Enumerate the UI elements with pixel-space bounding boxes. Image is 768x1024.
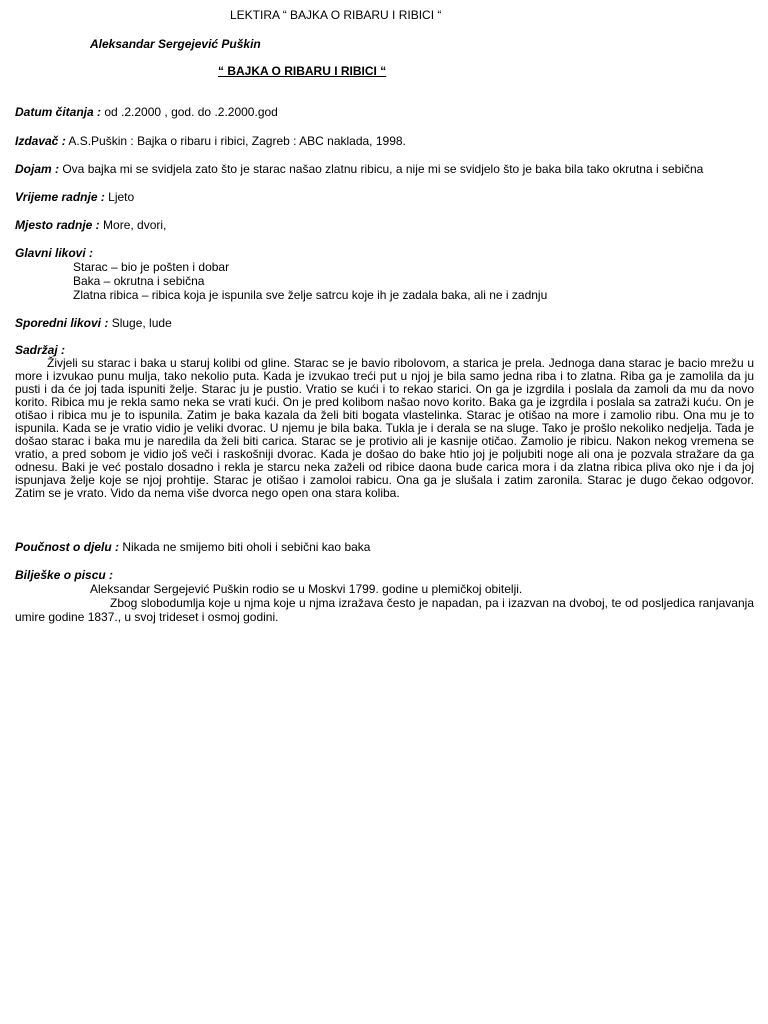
field-vrijeme <box>15 190 134 204</box>
field-sadrzaj <box>15 343 65 357</box>
field-label: Glavni likovi : <box>15 246 94 260</box>
field-label: Dojam : <box>15 162 60 176</box>
work-title: “ BAJKA O RIBARU I RIBICI “ <box>218 64 387 78</box>
field-label: Izdavač : <box>15 134 66 148</box>
field-value: More, dvori, <box>99 218 167 232</box>
field-value: Ljeto <box>104 190 135 204</box>
field-poucnost <box>15 540 370 554</box>
field-value: Nikada ne smijemo biti oholi i sebični kao baka <box>119 540 371 554</box>
document-header: LEKTIRA “ BAJKA O RIBARU I RIBICI “ <box>230 8 442 22</box>
main-characters-list <box>73 260 547 302</box>
list-item: Baka – okrutna i sebična <box>73 274 205 288</box>
field-datum <box>15 105 278 119</box>
summary-paragraph: Živjeli su starac i baka u staruj kolibi od gline. Starac se je bavio ribolovom, a starica je prela. Jednoga dana starac je bacio mrežu u more i izvukao punu mulja, tako nekolio puta. Kada je izvukao treći put u njoj je bila samo jedna riba i to zlatna. Riba ga je zamolila da ju pusti i da će joj tada ispuniti želje. Starac ju je pustio. Vratio se kući i to rekao starici. On ga je izgrdila i poslala da zamoli da mu da novo korito. Ribica mu je rekla samo neka se vrati kući. On je pred kolibom našao novo korito. Baka ga je izgrdila i poslala sa zatraži kuću. On je otišao i ribica mu je to ispunila. Zatim je baka kazala da želi biti bogata vlastelinka. Starac je otišao na more i zamolio ribu. Ona mu je to ispunila. Kada se je vratio vidio je veliki dvorac. U njemu je bila baka. Tukla je i derala se na sluge. Tako je prošlo nekoliko nedjelja. Tada je došao starac i baka mu je naredila da želi biti carica. Starac se je protivio ali je kasnije otičao. Zamolio je ribicu. Nakon nekog vremena se vratio, a pred sobom je vidio još veči i raskošniji dvorac. Kada je došao do bake htio joj je poljubiti noge ali ona je pozvala stražare da ga odnesu. Baki je već postalo dosadno i rekla je starcu neka zaželi od ribice daona bude carica mora i da zlatna ribica pliva oko nje i da joj ispunjava želje koje se njoj prohtije. Starac je otišao i zamoloi rabicu. Ona ga je slušala i zatim zaronila. Starac je dugo čekao odgovor. Zatim se je vrato. Vido da nema više dvorca nego open ona stara koliba. <box>15 356 754 500</box>
field-label: Datum čitanja : <box>15 105 102 119</box>
field-label: Mjesto radnje : <box>15 218 100 232</box>
list-item: Starac – bio je pošten i dobar <box>73 260 230 274</box>
field-value: A.S.Puškin : Bajka o ribaru i ribici, Zagreb : ABC naklada, 1998. <box>65 134 406 148</box>
field-dojam <box>15 162 703 176</box>
field-label: Vrijeme radnje : <box>15 190 105 204</box>
field-value: Sluge, lude <box>108 316 172 330</box>
field-label: Poučnost o djelu : <box>15 540 119 554</box>
author-name: Aleksandar Sergejević Puškin <box>90 37 261 51</box>
field-sporedni-likovi <box>15 316 172 330</box>
field-label: Sadržaj : <box>15 343 66 357</box>
bio-paragraph: Zbog slobodumlja koje u njma koje u njma izražava često je napadan, pa i izazvan na dvoboj, te od posljedica ranjavanja umire godine 1837., u svoj trideset i osmoj godini. <box>15 596 754 624</box>
field-label: Bilješke o piscu : <box>15 568 114 582</box>
bio-first-line: Aleksandar Sergejević Puškin rodio se u Moskvi 1799. godine u plemičkoj obitelji. <box>90 582 523 596</box>
field-value: Ova bajka mi se svidjela zato što je starac našao zlatnu ribicu, a nije mi se svidjelo što je baka bila tako okrutna i sebična <box>59 162 704 176</box>
field-glavni-likovi <box>15 246 93 260</box>
field-mjesto <box>15 218 166 232</box>
field-izdavac <box>15 134 406 148</box>
list-item: Zlatna ribica – ribica koja je ispunila sve želje satrcu koje ih je zadala baka, ali ne i zadnju <box>73 288 548 302</box>
field-biljeske <box>15 568 113 582</box>
field-label: Sporedni likovi : <box>15 316 109 330</box>
field-value: od .2.2000 , god. do .2.2000.god <box>101 105 278 119</box>
